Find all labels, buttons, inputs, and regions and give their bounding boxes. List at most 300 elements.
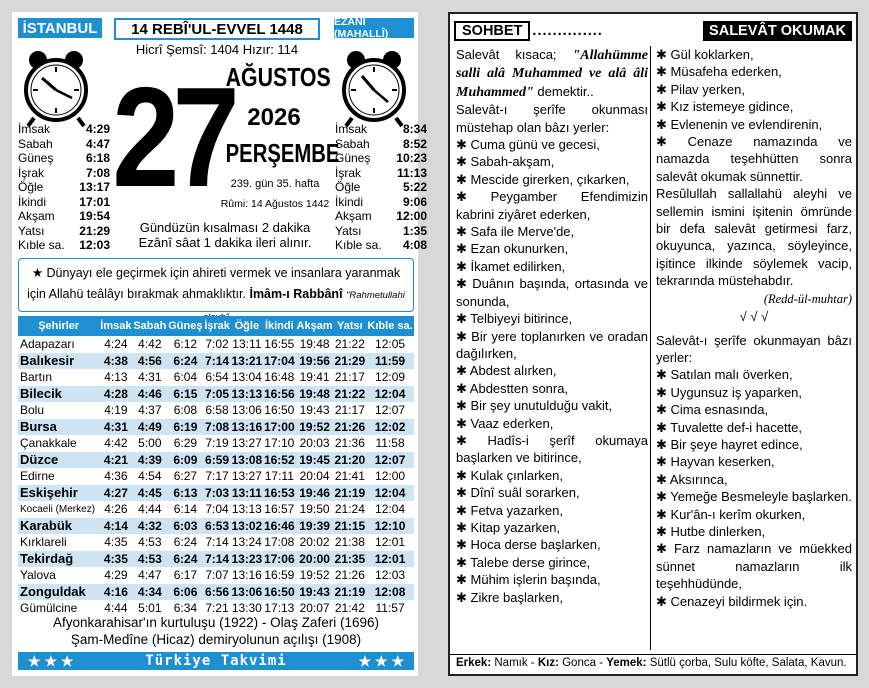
time-cell: 6:54 bbox=[205, 370, 229, 385]
time-cell: 4:49 bbox=[132, 419, 167, 436]
time-cell: 4:47 bbox=[138, 568, 162, 583]
time-cell: 6:09 bbox=[167, 452, 203, 469]
time-label: Akşam bbox=[18, 209, 55, 223]
list-item: ✱ Bir şeye hayret edince, bbox=[656, 436, 803, 452]
list-item: ✱ Mescide girerken, çıkarken, bbox=[456, 171, 630, 187]
table-row bbox=[18, 386, 414, 403]
alarm-clock-icon bbox=[20, 48, 92, 128]
time-cell: 7:08 bbox=[205, 419, 230, 434]
time-label: Yatsı bbox=[335, 223, 362, 238]
time-cell: 7:04 bbox=[205, 502, 229, 517]
names-footer: Erkek: Namık - Kız: Gonca - Yemek: Sütlü çorba, Sulu köfte, Salata, Kavun. bbox=[450, 654, 856, 671]
time-cell: 21:38 bbox=[334, 535, 365, 550]
time-label: Yatsı bbox=[18, 223, 45, 238]
time-cell: 4:32 bbox=[132, 518, 167, 535]
time-cell: 4:44 bbox=[104, 601, 128, 616]
time-cell: 20:03 bbox=[299, 436, 330, 451]
list-item: ✱ Farz namazların ve müekked sünnet namazların ilk teşehhüdünde, bbox=[656, 541, 852, 592]
list-item: ✱ Vaaz ederken, bbox=[456, 415, 554, 431]
table-row bbox=[18, 501, 414, 518]
list-item bbox=[335, 180, 427, 195]
list-item: ✱ Abdest alırken, bbox=[456, 363, 557, 379]
time-cell: 13:02 bbox=[231, 518, 263, 533]
list-item bbox=[335, 224, 427, 239]
list-item: ✱ Abdestten sonra, bbox=[456, 380, 569, 396]
time-cell: 4:29 bbox=[104, 568, 128, 583]
list-item: ✱ Sabah-akşam, bbox=[456, 154, 555, 170]
list-item: ✱ Mühim işlerin başında, bbox=[456, 572, 601, 588]
list-item: ✱ Hoca derse başlarken, bbox=[456, 537, 601, 553]
time-cell: 4:36 bbox=[104, 469, 128, 484]
time-cell: 21:19 bbox=[334, 485, 366, 500]
sohbet-label: SOHBET bbox=[454, 21, 530, 41]
list bbox=[456, 136, 648, 606]
time-cell: 21:26 bbox=[334, 419, 366, 434]
time-value: 5:22 bbox=[402, 180, 427, 194]
quote-box bbox=[18, 258, 414, 312]
list-item: ✱ Cuma günü ve gecesi, bbox=[456, 137, 600, 153]
list-item bbox=[335, 122, 427, 137]
time-value: 8:34 bbox=[402, 122, 427, 136]
list-item: ✱ Duânın başında, ortasında ve sonunda, bbox=[456, 276, 648, 309]
ezani-times-list bbox=[335, 122, 427, 253]
list-item: ✱ Hayvan keserken, bbox=[656, 454, 775, 470]
time-cell: 17:13 bbox=[264, 601, 295, 616]
time-cell: 7:02 bbox=[205, 337, 229, 352]
time-cell: 4:38 bbox=[99, 353, 132, 370]
time-label: Sabah bbox=[18, 136, 53, 151]
time-cell: 12:01 bbox=[366, 551, 414, 568]
time-cell: 20:02 bbox=[299, 535, 330, 550]
article-column-1 bbox=[456, 46, 648, 606]
paragraph: Salevât-ı şerîfe okunmayan bâzı yerler: bbox=[656, 332, 852, 365]
city-times-table bbox=[18, 316, 414, 617]
city-name: Balıkesir bbox=[18, 353, 99, 370]
list-item: ✱ Yemeğe Besmeleyle başlarken. bbox=[656, 489, 852, 505]
time-value: 17:01 bbox=[79, 194, 110, 209]
time-cell: 13:08 bbox=[231, 452, 263, 467]
time-cell: 16:50 bbox=[264, 403, 295, 418]
table-row bbox=[18, 353, 414, 370]
list-item: ✱ Müsafeha ederken, bbox=[656, 64, 782, 80]
table-row bbox=[18, 485, 414, 502]
time-label: İşrak bbox=[18, 165, 45, 180]
list-item: ✱ Satılan malı överken, bbox=[656, 367, 793, 383]
time-cell: 21:20 bbox=[334, 452, 366, 467]
source-reference: (Redd-ül-muhtar) bbox=[763, 291, 852, 306]
sohbet-page bbox=[448, 12, 858, 676]
day-number: 27 bbox=[112, 58, 233, 217]
city-name: Yalova bbox=[20, 568, 56, 583]
time-cell: 6:08 bbox=[173, 403, 198, 418]
time-cell: 4:46 bbox=[132, 386, 167, 403]
calendar-page bbox=[12, 12, 427, 676]
title-dots: .............. bbox=[532, 23, 603, 39]
table-header bbox=[18, 316, 414, 336]
time-cell: 4:35 bbox=[104, 535, 128, 550]
list-item: ✱ Talebe derse girince, bbox=[456, 554, 591, 570]
city-name: Bursa bbox=[18, 419, 99, 436]
time-cell: 13:11 bbox=[232, 337, 262, 352]
month-name: AĞUSTOS bbox=[225, 62, 331, 92]
list-item bbox=[335, 195, 427, 210]
time-label: Akşam bbox=[335, 209, 372, 223]
time-cell: 21:36 bbox=[334, 436, 365, 451]
table-row bbox=[18, 468, 414, 485]
time-value: 12:03 bbox=[79, 238, 110, 252]
list-item: ✱ Cima esnasında, bbox=[656, 402, 769, 418]
column-header: Kıble sa. bbox=[366, 316, 414, 336]
list-item bbox=[18, 209, 110, 224]
time-cell: 13:04 bbox=[231, 370, 262, 385]
time-cell: 6:24 bbox=[173, 535, 198, 550]
prayer-times-list bbox=[18, 122, 110, 253]
calendar-footer: ★ ★ ★ Türkiye Takvimi ★ ★ ★ bbox=[18, 652, 414, 670]
list-item bbox=[18, 166, 110, 181]
time-cell: 6:17 bbox=[173, 568, 198, 583]
hijri-date: 14 REBÎ'UL-EVVEL 1448 bbox=[114, 18, 320, 40]
list-item: ✱ Kitap yazarken, bbox=[456, 519, 561, 535]
time-cell: 4:13 bbox=[104, 370, 128, 385]
time-cell: 6:12 bbox=[173, 337, 198, 352]
time-cell: 4:16 bbox=[99, 584, 132, 601]
table-row bbox=[18, 518, 414, 535]
time-cell: 4:35 bbox=[99, 551, 132, 568]
time-cell: 12:09 bbox=[375, 370, 406, 385]
city-name: Bilecik bbox=[18, 386, 99, 403]
time-cell: 13:11 bbox=[231, 485, 262, 500]
time-cell: 6:24 bbox=[167, 551, 203, 568]
time-cell: 19:45 bbox=[296, 452, 334, 469]
time-cell: 21:26 bbox=[334, 568, 365, 583]
historical-events: Afyonkarahisar'ın kurtuluşu (1922) - Olaş Zaferi (1696) Şam-Medîne (Hicaz) demiryolunun açılışı (1908) bbox=[53, 615, 379, 647]
list-item: ✱ Gül koklarken, bbox=[656, 47, 754, 62]
time-cell: 11:58 bbox=[375, 436, 405, 451]
time-cell: 13:21 bbox=[231, 353, 263, 368]
column-header: Güneş bbox=[167, 316, 203, 336]
time-cell: 19:52 bbox=[299, 568, 330, 583]
time-cell: 6:19 bbox=[167, 419, 203, 436]
time-cell: 13:16 bbox=[231, 419, 263, 434]
article-column-2 bbox=[656, 46, 852, 610]
time-label: Öğle bbox=[18, 180, 44, 194]
list-item: ✱ Aksırınca, bbox=[656, 471, 728, 487]
time-cell: 7:14 bbox=[205, 551, 230, 566]
time-cell: 19:48 bbox=[299, 337, 330, 352]
city-name: Karabük bbox=[18, 518, 99, 535]
list-item: ✱ Kız istemeye gidince, bbox=[656, 99, 794, 115]
time-cell: 19:41 bbox=[299, 370, 330, 385]
quote-text: ★ Dünyayı ele geçirmek için ahireti vermek ve insanlara yaranmak için Allahü teâlâyı bırakmak ahmaklıktır. bbox=[27, 266, 401, 301]
list-item: ✱ Cenazeyi bildirmek için. bbox=[656, 593, 808, 609]
time-value: 21:29 bbox=[79, 223, 110, 238]
list-item: ✱ Safa ile Merve'de, bbox=[456, 224, 575, 240]
rumi-date: Rûmi: 14 Ağustos 1442 bbox=[220, 198, 330, 210]
time-cell: 19:48 bbox=[296, 386, 334, 403]
table-row bbox=[18, 369, 414, 386]
time-cell: 17:04 bbox=[263, 353, 295, 368]
sohbet-header bbox=[454, 20, 852, 42]
time-cell: 4:24 bbox=[104, 337, 128, 352]
list-item bbox=[335, 151, 427, 166]
column-divider bbox=[650, 46, 651, 650]
list-item bbox=[335, 166, 427, 181]
time-cell: 5:00 bbox=[138, 436, 162, 451]
list-item bbox=[18, 151, 110, 166]
time-cell: 4:37 bbox=[138, 403, 162, 418]
list-item bbox=[18, 122, 110, 137]
list-item: ✱ Evlenenin ve evlendirenin, bbox=[656, 116, 823, 132]
time-cell: 17:00 bbox=[263, 419, 295, 434]
time-cell: 4:56 bbox=[132, 353, 167, 370]
list-item: ✱ Tuvalette def-i hacette, bbox=[656, 419, 803, 435]
weekday: PERŞEMBE bbox=[225, 138, 340, 168]
time-cell: 12:07 bbox=[375, 403, 406, 418]
time-cell: 6:56 bbox=[205, 584, 230, 599]
time-label: İşrak bbox=[335, 165, 362, 180]
time-value: 8:52 bbox=[402, 136, 427, 151]
time-cell: 12:10 bbox=[366, 518, 414, 535]
time-cell: 4:21 bbox=[99, 452, 132, 469]
time-cell: 21:35 bbox=[334, 551, 366, 566]
time-cell: 17:11 bbox=[264, 469, 294, 484]
list-item: ✱ Ezan okunurken, bbox=[456, 241, 569, 257]
time-cell: 16:48 bbox=[264, 370, 295, 385]
list-item bbox=[335, 238, 427, 253]
time-cell: 19:50 bbox=[299, 502, 330, 517]
list-item: ✱ Hadîs-i şerîf okumaya başlarken ve bitirince, bbox=[456, 432, 648, 466]
time-cell: 12:03 bbox=[375, 568, 406, 583]
time-label: Sabah bbox=[335, 136, 370, 151]
time-cell: 7:14 bbox=[205, 353, 230, 368]
time-cell: 4:53 bbox=[138, 535, 162, 550]
table-row bbox=[18, 567, 414, 584]
time-cell: 13:30 bbox=[231, 601, 262, 616]
time-cell: 12:02 bbox=[366, 419, 414, 436]
table-row bbox=[18, 336, 414, 353]
time-cell: 6:03 bbox=[167, 518, 203, 535]
time-cell: 6:34 bbox=[173, 601, 198, 616]
time-cell: 12:01 bbox=[375, 535, 406, 550]
time-label: Kıble sa. bbox=[18, 238, 65, 252]
time-cell: 6:27 bbox=[173, 469, 198, 484]
city-label: İSTANBUL bbox=[18, 18, 102, 38]
time-cell: 21:17 bbox=[334, 403, 365, 418]
list-item: ✱ Kulak çınlarken, bbox=[456, 467, 563, 483]
article-title: SALEVÂT OKUMAK bbox=[703, 21, 852, 41]
list-item: ✱ Kur'ân-ı kerîm okurken, bbox=[656, 506, 806, 522]
column-header: Yatsı bbox=[334, 316, 366, 336]
time-cell: 7:14 bbox=[205, 535, 229, 550]
time-label: Güneş bbox=[18, 151, 54, 165]
time-cell: 4:42 bbox=[138, 337, 162, 352]
time-cell: 12:04 bbox=[366, 485, 414, 502]
time-value: 12:00 bbox=[396, 209, 427, 223]
time-value: 11:13 bbox=[396, 165, 427, 180]
table-row bbox=[18, 402, 414, 419]
time-cell: 4:19 bbox=[104, 403, 128, 418]
time-value: 6:18 bbox=[85, 151, 110, 165]
time-cell: 19:43 bbox=[296, 584, 334, 601]
time-cell: 4:31 bbox=[138, 370, 162, 385]
time-cell: 19:52 bbox=[296, 419, 334, 436]
time-cell: 17:10 bbox=[264, 436, 295, 451]
time-cell: 13:06 bbox=[231, 584, 263, 599]
city-name: Tekirdağ bbox=[18, 551, 99, 568]
time-cell: 7:05 bbox=[205, 386, 230, 401]
time-cell: 21:29 bbox=[334, 353, 366, 368]
time-value: 9:06 bbox=[402, 194, 427, 209]
time-cell: 4:34 bbox=[132, 584, 167, 601]
time-cell: 21:24 bbox=[334, 502, 365, 517]
time-cell: 6:14 bbox=[173, 502, 198, 517]
time-cell: 4:44 bbox=[138, 502, 162, 517]
time-cell: 6:13 bbox=[167, 485, 203, 502]
paragraph: Resûlullah sallallahü aleyhi ve sellemin ismini işitenin ömründe bir defa salevât getirmesi farz, okuyunca, yazınca, söyleyince, işitince ilkinde söylemek vacip, tekrarında müstehabdır. bbox=[656, 186, 852, 289]
time-cell: 16:59 bbox=[264, 568, 295, 583]
time-cell: 12:04 bbox=[366, 386, 414, 403]
time-cell: 13:27 bbox=[231, 469, 262, 484]
list-item: ✱ Bir şey unutulduğu vakit, bbox=[456, 398, 613, 414]
city-name: Zonguldak bbox=[18, 584, 99, 601]
time-cell: 4:27 bbox=[99, 485, 132, 502]
list-item: ✱ Pilav yerken, bbox=[656, 81, 745, 97]
time-value: 10:23 bbox=[396, 151, 427, 165]
column-header: Şehirler bbox=[18, 316, 99, 336]
list-item bbox=[18, 137, 110, 152]
time-value: 4:47 bbox=[85, 136, 110, 151]
time-cell: 4:42 bbox=[104, 436, 128, 451]
time-cell: 7:07 bbox=[205, 568, 229, 583]
time-label: Kıble sa. bbox=[335, 238, 382, 252]
list bbox=[656, 46, 852, 185]
time-label: İmsak bbox=[335, 122, 368, 136]
city-name: Kocaeli (Merkez) bbox=[20, 503, 96, 515]
time-cell: 13:06 bbox=[231, 403, 262, 418]
time-cell: 16:50 bbox=[263, 584, 295, 599]
time-cell: 21:22 bbox=[334, 386, 366, 401]
time-cell: 7:19 bbox=[205, 436, 229, 451]
time-cell: 6:04 bbox=[173, 370, 198, 385]
time-label: İkindi bbox=[18, 194, 47, 209]
city-name: Edirne bbox=[20, 469, 55, 484]
list-item: ✱ Fetva yazarken, bbox=[456, 502, 563, 518]
time-cell: 17:06 bbox=[263, 551, 295, 566]
time-cell: 16:46 bbox=[263, 518, 295, 533]
city-name: Eskişehir bbox=[18, 485, 99, 502]
column-header: Öğle bbox=[231, 316, 263, 336]
list-item bbox=[335, 209, 427, 224]
list-item: ✱ Cenaze namazında ve namazda teşehhütten sonra salevât okumak sünnettir. bbox=[656, 134, 852, 184]
city-name: Kırklareli bbox=[20, 535, 67, 550]
column-header: Akşam bbox=[296, 316, 334, 336]
time-cell: 11:57 bbox=[375, 601, 405, 616]
year: 2026 bbox=[247, 104, 301, 131]
list-item: ✱ Dînî suâl sorarken, bbox=[456, 485, 580, 501]
paragraph: Salevât-ı şerîfe okunması müstehap olan bâzı yerler: bbox=[456, 102, 648, 135]
list-item: ✱ Bir yere toplanırken ve oradan dağılırken, bbox=[456, 328, 648, 361]
time-label: Güneş bbox=[335, 151, 371, 165]
time-cell: 4:39 bbox=[132, 452, 167, 469]
table-row bbox=[18, 419, 414, 436]
list-item bbox=[18, 180, 110, 195]
time-cell: 21:41 bbox=[334, 469, 365, 484]
time-cell: 16:56 bbox=[263, 386, 295, 401]
time-cell: 6:53 bbox=[205, 518, 230, 533]
column-header: İkindi bbox=[263, 316, 295, 336]
list-item: ✱ Telbiyeyi bitirince, bbox=[456, 311, 573, 327]
time-cell: 19:46 bbox=[296, 485, 334, 502]
time-cell: 13:24 bbox=[231, 535, 262, 550]
list-item: ✱ Zikre başlarken, bbox=[456, 589, 563, 605]
time-cell: 20:00 bbox=[296, 551, 334, 568]
brand-logo-text: Türkiye Takvimi bbox=[145, 653, 287, 669]
time-value: 7:08 bbox=[85, 165, 110, 180]
time-value: 4:08 bbox=[402, 238, 427, 252]
time-cell: 6:58 bbox=[205, 403, 229, 418]
time-cell: 6:15 bbox=[167, 386, 203, 403]
time-cell: 7:17 bbox=[205, 469, 229, 484]
column-header: Sabah bbox=[132, 316, 167, 336]
alarm-clock-icon bbox=[338, 48, 410, 128]
time-cell: 4:53 bbox=[132, 551, 167, 568]
list-item bbox=[18, 224, 110, 239]
time-cell: 7:03 bbox=[205, 485, 230, 500]
time-cell: 21:22 bbox=[334, 337, 365, 352]
time-cell: 13:23 bbox=[231, 551, 263, 566]
day-of-year-info: 239. gün 35. hafta bbox=[230, 178, 320, 190]
time-cell: 21:15 bbox=[334, 518, 366, 533]
column-header: İmsak bbox=[99, 316, 132, 336]
city-name: Bolu bbox=[20, 403, 45, 418]
time-cell: 12:07 bbox=[366, 452, 414, 469]
time-cell: 21:42 bbox=[334, 601, 365, 616]
time-cell: 12:08 bbox=[366, 584, 414, 601]
list-item: ✱ Hutbe dinlerken, bbox=[656, 523, 766, 539]
daylight-info: Gündüzün kısalması 2 dakika Ezânî sâat 1 dakika ileri alınır. bbox=[138, 220, 312, 250]
time-cell: 5:01 bbox=[138, 601, 162, 616]
time-cell: 4:31 bbox=[99, 419, 132, 436]
time-cell: 19:39 bbox=[296, 518, 334, 535]
list-item bbox=[335, 137, 427, 152]
time-cell: 21:19 bbox=[334, 584, 366, 599]
time-cell: 20:07 bbox=[299, 601, 330, 616]
time-value: 4:29 bbox=[85, 122, 110, 136]
table-row bbox=[18, 534, 414, 551]
time-cell: 6:59 bbox=[205, 452, 230, 467]
city-name: Bartın bbox=[20, 370, 53, 385]
time-cell: 20:04 bbox=[299, 469, 330, 484]
time-cell: 16:53 bbox=[263, 485, 295, 500]
time-cell: 16:52 bbox=[263, 452, 295, 467]
time-cell: 7:21 bbox=[205, 601, 229, 616]
city-name: Adapazarı bbox=[20, 337, 75, 352]
list-item bbox=[18, 238, 110, 253]
time-cell: 13:16 bbox=[231, 568, 262, 583]
quote-author: İmâm-ı Rabbânî bbox=[249, 287, 343, 301]
list-item: ✱ İkamet edilirken, bbox=[456, 258, 566, 274]
time-cell: 4:14 bbox=[99, 518, 132, 535]
hijri-shamsi-line: Hicrî Şemsî: 1404 Hızır: 114 bbox=[135, 42, 299, 57]
time-cell: 13:13 bbox=[231, 386, 263, 401]
list bbox=[656, 366, 852, 610]
time-cell: 4:28 bbox=[99, 386, 132, 403]
time-value: 1:35 bbox=[402, 223, 427, 238]
ezani-label: EZÂNÎ (MAHALLÎ) bbox=[334, 18, 414, 38]
time-cell: 6:24 bbox=[167, 353, 203, 370]
time-cell: 16:55 bbox=[264, 337, 295, 352]
time-cell: 21:17 bbox=[334, 370, 365, 385]
